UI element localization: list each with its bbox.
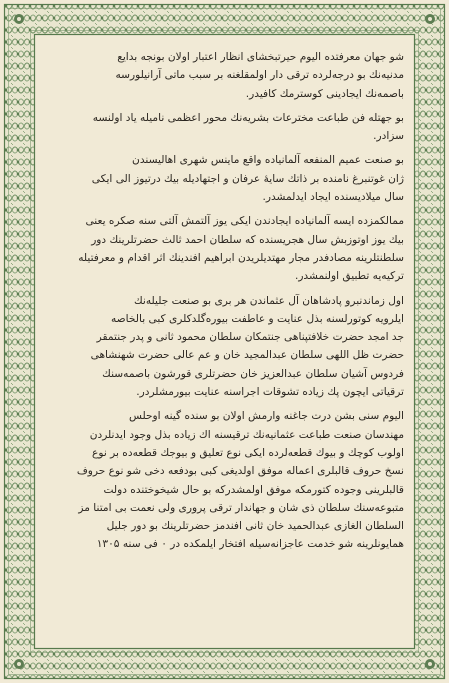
text-line: ترقیاتی ایچون پك زیاده تشوقات اجراسنه عنایت بیورمشلردر. [136,386,404,399]
text-line: ژان غوتنبرغ نامنده بر ذاتك سایهٔ عرفان و اجتهادیله بیك درتیوز الی ایكی [91,172,404,185]
text-line: سال میلادیسنده ایجاد ایدلمشدر. [262,191,404,204]
text-line: بو صنعت عمیم المنفعه آلمانیاده واقع ماینس شهری اهالیسندن [132,154,404,167]
paragraph [48,292,404,402]
text-line: مهندسان صنعت طباعت عثمانیه‌نك ترقیسنه اك زیاده بذل وجود ایدنلردن [89,428,404,441]
text-line: بو جهتله فن طباعت مخترعات بشریه‌نك محور اعظمی نامیله یاد اولنسه [92,111,404,124]
text-line: حضرت ظل اللهی سلطان عبدالمجید خان و عم عالی حضرت شهنشاهی [90,349,404,362]
text-line: الیوم سنی بشن درت جاغنه وارمش اولان بو سنده گینه اوحلس [128,410,404,423]
text-line: مدنیه‌نك بو درجه‌لرده ترقی دار اولمقلغنه بر سبب ماتی آرانیلورسه [115,69,404,82]
text-line: جد امجد حضرت خلافتپناهی جنتمکان سلطان محمود ثانی و پدر جنتمقر [96,331,404,344]
text-line: شو جهان معرفتده الیوم حیرتبخشای انظار اعتبار اولان بونجه بدایع [117,51,404,63]
paragraph [48,109,404,146]
paragraph [48,151,404,206]
paragraph [48,407,404,553]
text-line: نسخ حروف قالبلری اعماله موفق اولدیغی کبی بودفعه دخی شو نوع حروف [76,465,404,478]
text-line: اولوب کوچك و بیوك قطعه‌لرده ایكی نوع تعلیق و بیوجك قطعه‌ده بر نوع [92,446,404,459]
body-text [40,38,412,650]
text-line: اول زماندنبرو پادشاهان آل عثماندن هر بری بو صنعت جلیله‌نك [133,294,404,307]
text-line: فردوس آشیان سلطان عبدالعزیز خان حضرتلری قورشون باصمه‌سنك [102,367,404,380]
text-line: سزادر. [373,130,404,143]
paragraph [48,48,404,103]
text-line: متبوعه‌سنك سلطان ذی شان و جهاندار ترقی پروری ولی نعمت بی امتنا مز [78,501,404,514]
text-line: سلطنتلرینه مصادفدر مجار مهتدیلریدن ابراهیم افندینك اثر اقدام و معرفتیله [78,251,404,264]
text-line: باصمه‌نك ایجادینی کوسترمك کافیدر. [245,87,404,100]
paragraph [48,212,404,285]
text-line: قالبلرینی وجوده کتورمکه موفق اولمشدرکه بو حال شیخوختنده دولت [103,483,404,496]
text-line: السلطان الغازی عبدالحمید خان ثانی افندمز حضرتلرینك بو دور جلیل [106,520,404,533]
text-line: بیك یوز اوتوزبش سال هجریسنده که سلطان احمد ثالث حضرتلرینك دور [91,233,404,246]
text-line: ترکیه‌یه تطبیق اولنمشدر. [294,270,404,283]
text-line: ممالکمزده ایسه آلمانیاده ایجادندن ایكی یوز آلتمش آلتی سنه صکره یعنی [85,215,404,228]
text-line: همایونلرینه شو خدمت عاجزانه‌سیله افتخار ایلمکده در ۰ فی سنه ۱۳۰۵ [96,538,404,551]
text-line: ایلرویه کوتورلسنه بذل عنایت و عاطفت بیوره‌گلدکلری کبی بالخاصه [111,312,404,325]
